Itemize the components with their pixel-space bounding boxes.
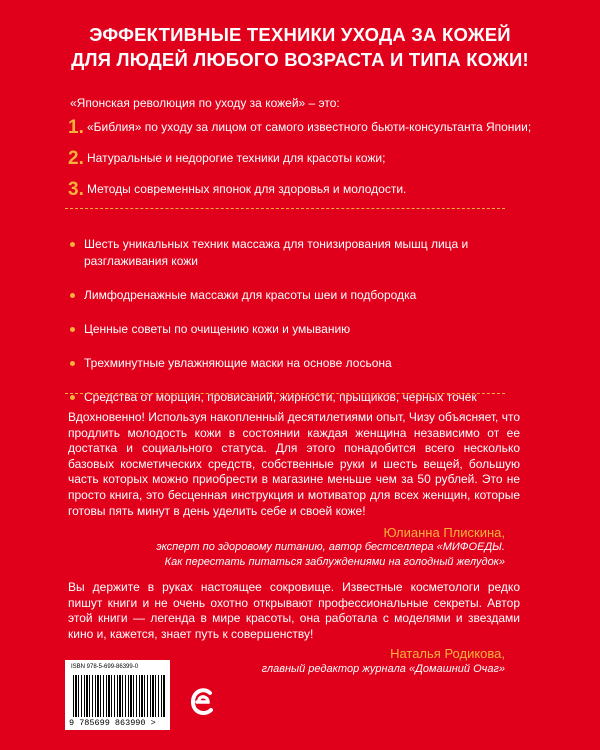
item-number: 1. — [68, 117, 84, 138]
review-1-text: Вдохновенно! Используя накопленный десятилетиями опыт, Чизу объясняет, что продлить молодость кожи в состоянии каждая женщина независимо от ее достатка и социального статуса. Для этого понадобится всего несколько базовых косметических средств, собственные руки и шесть вещей, большую часть которых можно приобрести в магазине меньше чем за 50 рублей. Это не просто книга, это бесценная инструкция и мотиватор для всех женщин, которые готовы пять минут в день уделить себе и своей коже! — [68, 410, 520, 518]
item-text: Натуральные и недорогие техники для красоты кожи; — [87, 151, 386, 165]
bullet-text: Шесть уникальных техник массажа для тонизирования мышц лица и разглаживания кожи — [84, 237, 469, 268]
title-line-2: ДЛЯ ЛЮДЕЙ ЛЮБОГО ВОЗРАСТА И ТИПА КОЖИ! — [71, 49, 529, 70]
numbered-list — [68, 118, 538, 211]
barcode-bars — [73, 675, 165, 717]
bullet-dot-icon — [70, 242, 75, 247]
item-number: 3. — [68, 179, 84, 200]
item-text: «Библия» по уходу за лицом от самого известного бьюти-консультанта Японии; — [87, 120, 532, 134]
review-1-role-line-1: эксперт по здоровому питанию, автор бестселлера «МИФОЕДЫ. — [156, 541, 505, 553]
review-1-role-line-2: Как перестать питаться заблуждениями на голодный желудок» — [164, 556, 505, 568]
review-1-role — [156, 540, 505, 570]
dashed-divider — [65, 208, 505, 209]
bullet-dot-icon — [70, 395, 75, 400]
numbered-item — [68, 118, 538, 137]
bullet-list — [70, 236, 530, 423]
barcode — [65, 660, 170, 730]
bullet-item — [70, 389, 530, 406]
review-2-role: главный редактор журнала «Домашний Очаг» — [261, 663, 505, 675]
bullet-text: Ценные советы по очищению кожи и умыванию — [84, 322, 351, 336]
review-1-author: Юлианна Плискина, — [383, 525, 505, 540]
dashed-divider — [65, 393, 505, 394]
review-2-text: Вы держите в руках настоящее сокровище. Известные косметологи редко пишут книги и не очень охотно открывают профессиональные секреты. Автор этой книги — легенда в мире красоты, она работала с моделями и звездами кино и, кажется, знает путь к совершенству! — [68, 580, 520, 641]
isbn-text: ISBN 978-5-699-86399-0 — [71, 664, 139, 670]
item-text: Методы современных японок для здоровья и молодости. — [87, 182, 407, 196]
numbered-item — [68, 180, 538, 199]
bullet-dot-icon — [70, 327, 75, 332]
bullet-item — [70, 236, 530, 270]
publisher-logo-icon — [190, 685, 214, 719]
bullet-text: Лимфодренажные массажи для красоты шеи и подбородка — [84, 288, 417, 302]
bullet-item — [70, 287, 530, 304]
bullet-text: Средства от морщин, провисаний, жирности, прыщиков, черных точек — [84, 390, 477, 404]
bullet-dot-icon — [70, 293, 75, 298]
bullet-item — [70, 355, 530, 372]
book-title — [0, 22, 600, 72]
barcode-digits: 9 785699 863990 > — [69, 718, 156, 728]
bullet-dot-icon — [70, 361, 75, 366]
bullet-item — [70, 321, 530, 338]
item-number: 2. — [68, 148, 84, 169]
intro-text: «Японская революция по уходу за кожей» – это: — [70, 96, 340, 110]
review-2-author: Наталья Родикова, — [390, 646, 505, 661]
numbered-item — [68, 149, 538, 168]
bullet-text: Трехминутные увлажняющие маски на основе лосьона — [84, 356, 392, 370]
title-line-1: ЭФФЕКТИВНЫЕ ТЕХНИКИ УХОДА ЗА КОЖЕЙ — [89, 24, 511, 45]
